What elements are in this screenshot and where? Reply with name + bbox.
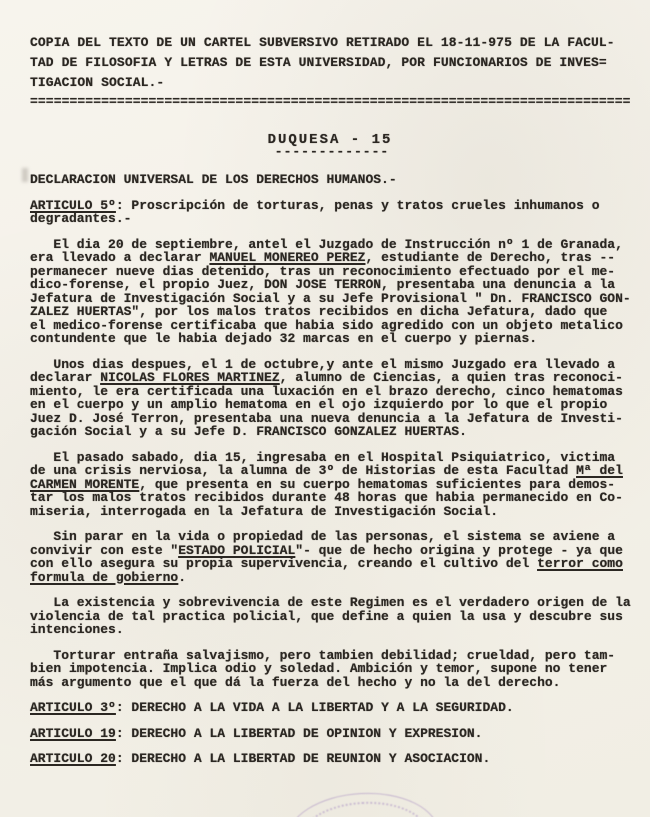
text-segment: permanecer nueve dias detenido, tras un reconocimiento efectuado por el me-	[30, 263, 616, 279]
text-line	[30, 332, 630, 346]
text-segment: era llevado a declarar	[30, 250, 210, 265]
text-segment: Unos dias despues, el 1 de octubre,y ante el mismo Juzgado era llevado a	[30, 356, 616, 372]
text-segment: .	[178, 569, 187, 585]
text-segment: tar los malos tratos recibidos durante 48 horas que habia permanecido en Co-	[30, 490, 623, 505]
text-segment: con ello asegura su propia supervivencia, creando el cultivo del	[30, 556, 538, 571]
text-segment: : DERECHO A LA LIBERTAD DE REUNION Y ASOCIACION.	[115, 751, 491, 766]
text-line	[30, 251, 630, 265]
underlined-text: MANUEL MONEREO PEREZ	[209, 250, 366, 265]
text-line	[30, 371, 630, 385]
text-segment: dico-forense, el propio Juez, DON JOSE TERRON, presentaba una denuncia a la	[30, 277, 616, 292]
text-line	[30, 278, 630, 292]
text-line	[30, 649, 630, 663]
text-segment: , estudiante de Derecho, tras --	[365, 250, 616, 265]
text-line	[30, 412, 630, 426]
text-segment: Torturar entraña salvajismo, pero tambien debilidad; crueldad, pero tam-	[30, 647, 616, 663]
text-segment: contundente que le habia dejado 32 marcas en el cuerpo y piernas.	[30, 331, 538, 346]
text-segment: violencia de tal practica policial, que define a quien la usa y descubre sus	[30, 608, 623, 624]
text-line	[30, 199, 630, 213]
document-header	[30, 33, 630, 110]
text-segment: "- que de hecho origina y protege - ya que	[295, 542, 623, 558]
stamp-outer-ring	[285, 789, 441, 817]
text-segment: : DERECHO A LA VIDA A LA LIBERTAD Y A LA SEGURIDAD.	[115, 700, 514, 715]
text-line	[30, 478, 630, 492]
underlined-text: ARTICULO 19	[30, 725, 116, 741]
text-segment: , que presenta en su cuerpo hematomas suficientes para demos-	[139, 476, 616, 492]
text-segment: bien impotencia. Implica odio y soledad. Ambición y temor, supone no tener	[30, 661, 608, 676]
text-segment: Sin parar en la vida o propiedad de las personas, el sistema se aviene a	[30, 529, 616, 544]
text-line	[30, 464, 630, 478]
text-segment: ZALEZ HUERTAS", por los malos tratos recibidos en dicha Jefatura, dado que	[30, 304, 608, 319]
header-line: COPIA DEL TEXTO DE UN CARTEL SUBVERSIVO RETIRADO EL 18-11-975 DE LA FACUL-	[30, 35, 615, 50]
underlined-text: ARTICULO 5º	[30, 197, 116, 213]
text-segment: Jefatura de Investigación Social y a su Jefe Provisional " Dn. FRANCISCO GON-	[30, 290, 631, 306]
text-segment: miento, le era certificada una luxación en el brazo derecho, cinco hematomas	[30, 383, 623, 399]
text-segment: El dia 20 de septiembre, antel el Juzgado de Instrucción nº 1 de Granada,	[30, 236, 623, 252]
text-segment: intenciones.	[30, 622, 124, 637]
text-segment: declarar	[30, 370, 101, 385]
text-line	[30, 292, 630, 306]
text-line	[30, 610, 630, 624]
text-line	[30, 305, 630, 319]
header-line: TAD DE FILOSOFIA Y LETRAS DE ESTA UNIVERSIDAD, POR FUNCIONARIOS DE INVES=	[30, 55, 607, 70]
text-line	[30, 451, 630, 465]
text-segment: en el cuerpo y un amplio hematoma en el ojo izquierdo por lo que el propio	[30, 397, 608, 412]
text-line	[30, 358, 630, 372]
text-line	[30, 596, 630, 610]
text-line	[30, 727, 630, 741]
underlined-text: ESTADO POLICIAL	[178, 542, 296, 558]
text-line	[30, 238, 630, 252]
ink-stamp-partial	[285, 789, 441, 817]
underlined-text: CARMEN MORENTE	[30, 476, 140, 492]
text-line	[30, 676, 630, 690]
underlined-text: NICOLAS FLORES MARTINEZ	[100, 370, 280, 385]
text-segment: , alumno de Ciencias, a quien tras reconoci-	[279, 370, 623, 385]
title-underline: -------------	[274, 144, 390, 159]
text-line	[30, 265, 630, 279]
text-line	[30, 544, 630, 558]
document-title: DUQUESA - 15	[267, 132, 393, 148]
text-segment: el medico-forense certificaba que habia sido agredido con un objeto metalico	[30, 317, 623, 333]
underlined-text: ARTICULO 20	[30, 751, 116, 766]
text-line	[30, 505, 630, 519]
document-title-block	[30, 130, 630, 159]
text-segment: degradantes.-	[30, 211, 132, 226]
text-line	[30, 398, 630, 412]
document-body	[30, 173, 630, 766]
text-segment: : DERECHO A LA LIBERTAD DE OPINION Y EXPRESION.	[115, 725, 483, 741]
text-line	[30, 701, 630, 715]
paper-smudge	[22, 168, 28, 182]
text-segment: miseria, interrogada en la Jefatura de Investigación Social.	[30, 503, 499, 519]
text-line	[30, 173, 630, 187]
text-line	[30, 557, 630, 571]
text-segment: El pasado sabado, dia 15, ingresaba en el Hospital Psiquiatrico, victima	[30, 449, 616, 465]
text-segment: La existencia y sobrevivencia de este Regimen es el verdadero origen de la	[30, 595, 631, 610]
text-line	[30, 623, 630, 637]
text-segment: de una crisis nerviosa, la alumna de 3º de Historias de esta Facultad	[30, 463, 577, 478]
text-line	[30, 212, 630, 226]
underlined-text: ARTICULO 3º	[30, 700, 116, 715]
text-segment: DECLARACION UNIVERSAL DE LOS DERECHOS HUMANOS.-	[30, 172, 397, 187]
separator-line: ============================================================================	[30, 94, 630, 109]
text-line	[30, 752, 630, 766]
underlined-text: formula de gobierno	[30, 569, 179, 585]
text-segment: gación Social y a su Jefe D. FRANCISCO GONZALEZ HUERTAS.	[30, 424, 467, 439]
text-segment: más argumento que el que dá la fuerza del hecho y no la del derecho.	[30, 674, 561, 690]
stamp-inner-text-arc	[298, 799, 429, 817]
header-line: TIGACION SOCIAL.-	[30, 75, 165, 90]
text-segment: : Proscripción de torturas, penas y tratos crueles inhumanos o	[115, 197, 600, 213]
underlined-text: Mª del	[576, 463, 623, 478]
text-segment: Juez D. José Terron, presentaba una nueva denuncia a la Jefatura de Investi-	[30, 410, 623, 426]
text-line	[30, 530, 630, 544]
text-line	[30, 571, 630, 585]
text-line	[30, 491, 630, 505]
text-line	[30, 385, 630, 399]
text-line	[30, 662, 630, 676]
underlined-text: terror como	[537, 556, 623, 571]
text-segment: convivir con este "	[30, 542, 179, 558]
text-line	[30, 319, 630, 333]
text-line	[30, 425, 630, 439]
